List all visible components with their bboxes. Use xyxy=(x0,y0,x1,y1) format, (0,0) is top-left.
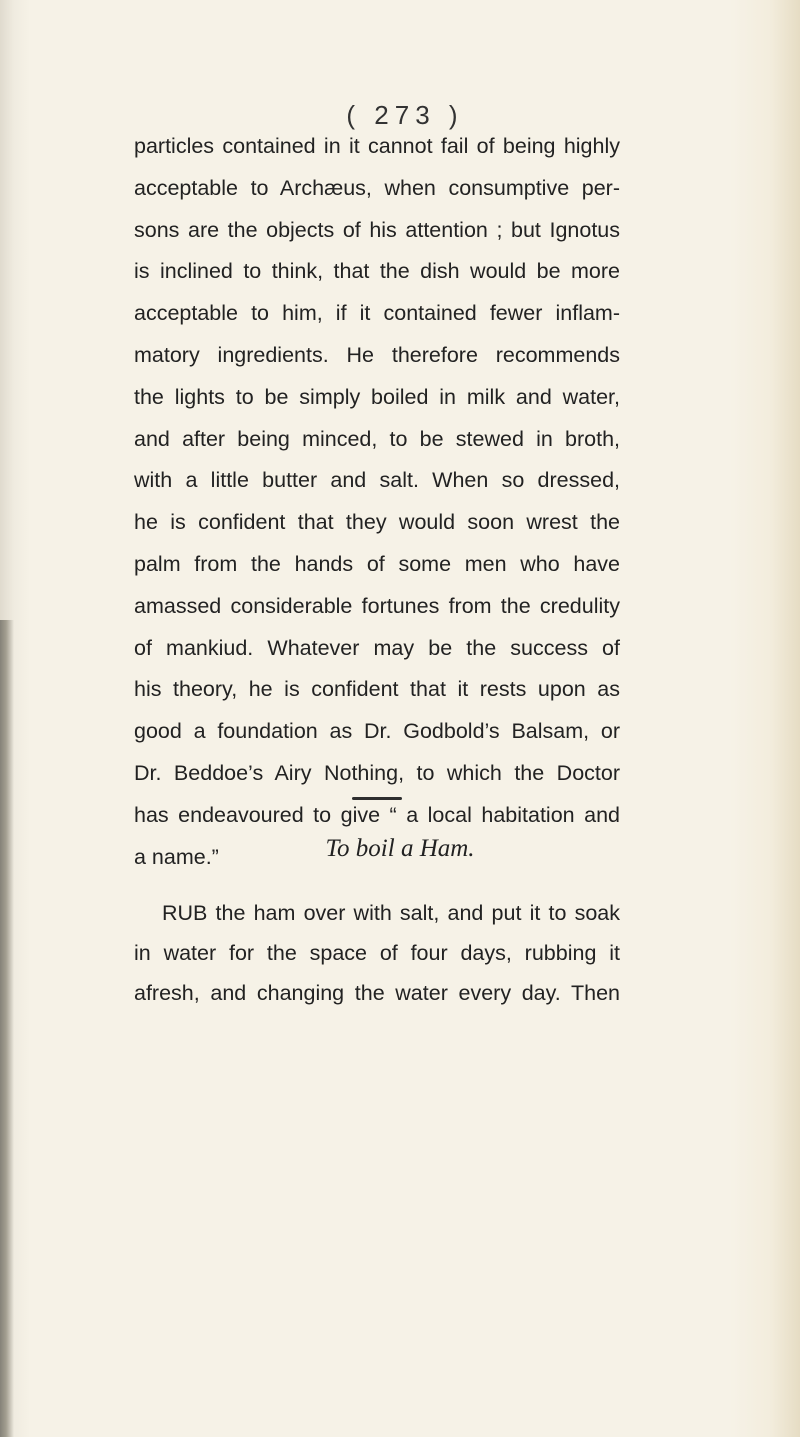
text-line: his theory, he is confident that it rests upon as xyxy=(134,677,620,702)
text-line: he is confident that they would soon wrest the xyxy=(134,510,620,535)
page-gutter-shadow xyxy=(0,620,14,1437)
recipe-paragraph xyxy=(134,893,620,1013)
text-line: Dr. Beddoe’s Airy Nothing, to which the Doctor xyxy=(134,760,620,785)
text-line: of mankiud. Whatever may be the success of xyxy=(134,635,620,660)
text-line: amassed considerable fortunes from the credulity xyxy=(134,593,620,618)
section-divider xyxy=(352,797,402,800)
text-line: sons are the objects of his attention ; but Ignotus xyxy=(134,217,620,242)
text-line: afresh, and changing the water every day. Then xyxy=(134,981,620,1005)
section-heading: To boil a Ham. xyxy=(325,835,475,862)
page-number: ( 273 ) xyxy=(346,100,464,130)
text-line: in water for the space of four days, rubbing it xyxy=(134,941,620,965)
text-line: particles contained in it cannot fail of being highly xyxy=(134,134,620,158)
text-line: and after being minced, to be stewed in broth, xyxy=(134,426,620,451)
text-line: RUB the ham over with salt, and put it to soak xyxy=(162,901,620,925)
text-line: the lights to be simply boiled in milk and water, xyxy=(134,384,620,409)
text-line: is inclined to think, that the dish would be more xyxy=(134,259,620,284)
text-line: palm from the hands of some men who have xyxy=(134,551,620,576)
body-paragraph xyxy=(134,126,620,878)
text-line: good a foundation as Dr. Godbold’s Balsam, or xyxy=(134,719,620,744)
text-line: acceptable to Archæus, when consumptive per- xyxy=(134,175,620,200)
text-line: has endeavoured to give “ a local habitation and xyxy=(134,802,620,827)
text-line: matory ingredients. He therefore recommends xyxy=(134,342,620,367)
text-line: a name.” xyxy=(134,844,219,869)
text-line: with a little butter and salt. When so dressed, xyxy=(134,468,620,493)
text-line: acceptable to him, if it contained fewer inflam- xyxy=(134,301,620,326)
